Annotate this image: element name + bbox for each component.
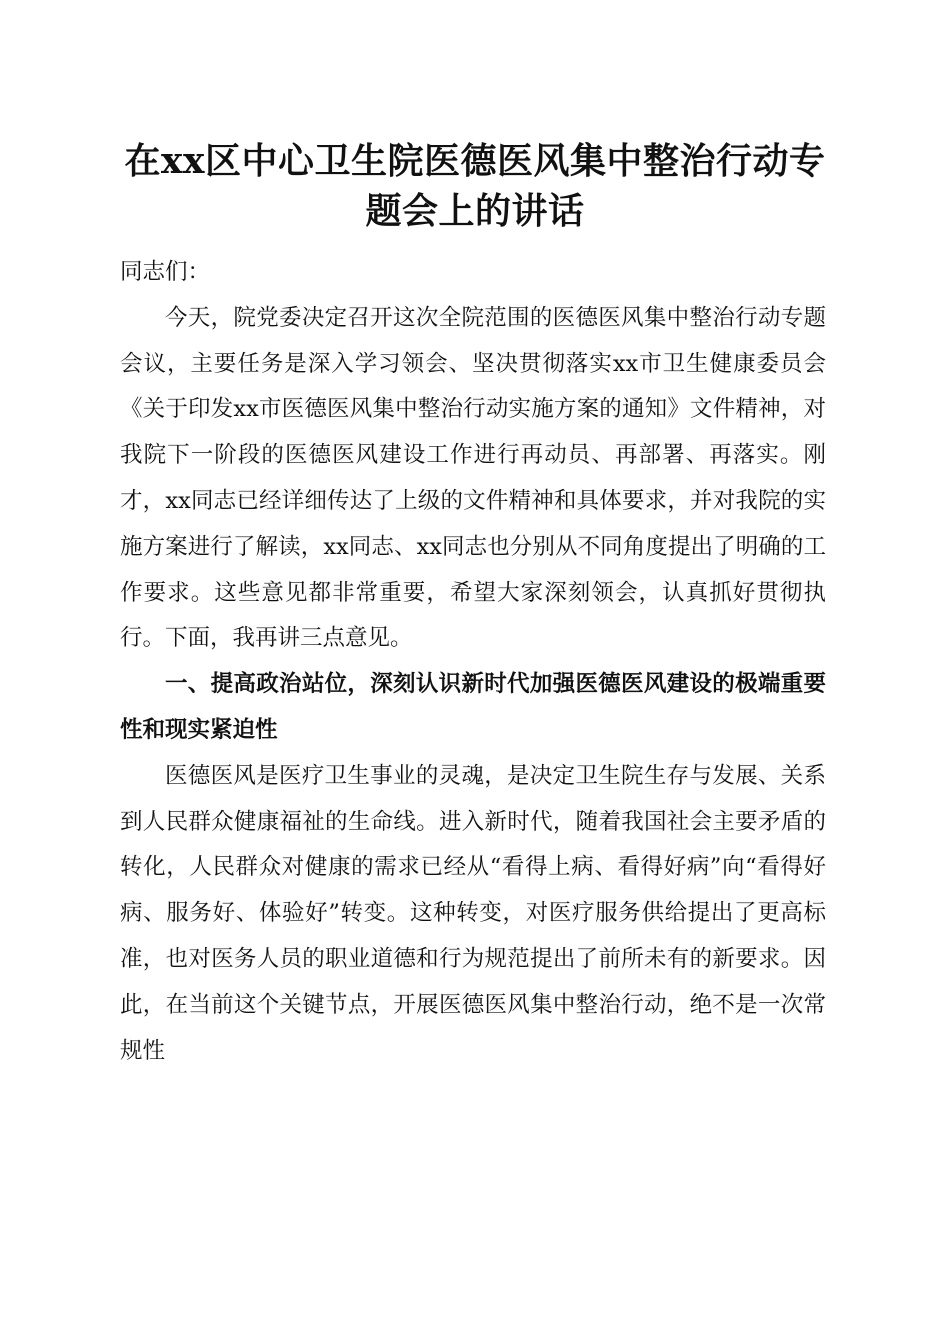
intro-paragraph: 今天，院党委决定召开这次全院范围的医德医风集中整治行动专题会议，主要任务是深入学习领会、坚决贯彻落实xx市卫生健康委员会《关于印发xx市医德医风集中整治行动实施方案的通知》文件精神，对我院下一阶段的医德医风建设工作进行再动员、再部署、再落实。刚才，xx同志已经详细传达了上级的文件精神和具体要求，并对我院的实施方案进行了解读，xx同志、xx同志也分别从不同角度提出了明确的工作要求。这些意见都非常重要，希望大家深刻领会，认真抓好贯彻执行。下面，我再讲三点意见。 (120, 304, 826, 652)
salutation: 同志们： (120, 259, 211, 285)
section-heading: 一、提高政治站位，深刻认识新时代加强医德医风建设的极端重要性和现实紧迫性 (120, 671, 826, 743)
section-paragraph: 医德医风是医疗卫生事业的灵魂，是决定卫生院生存与发展、关系到人民群众健康福祉的生命线。进入新时代，随着我国社会主要矛盾的转化，人民群众对健康的需求已经从“看得上病、看得好病”向“看得好病、服务好、体验好”转变。这种转变，对医疗服务供给提出了更高标准，也对医务人员的职业道德和行为规范提出了前所未有的新要求。因此，在当前这个关键节点，开展医德医风集中整治行动，绝不是一次常规性 (120, 762, 826, 1064)
document-title: 在xx区中心卫生院医德医风集中整治行动专题会上的讲话 (124, 140, 826, 232)
document-body (120, 250, 826, 1074)
